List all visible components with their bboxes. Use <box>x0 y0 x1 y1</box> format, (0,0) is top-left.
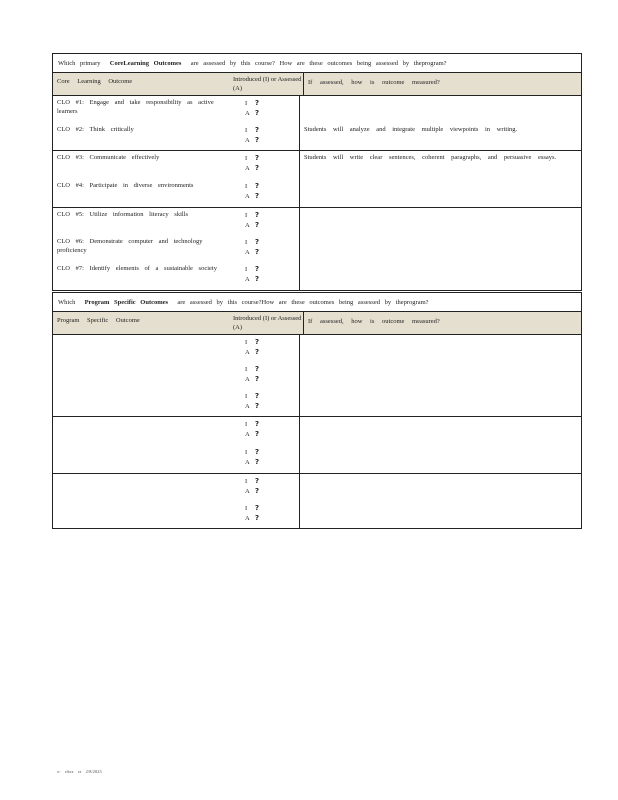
checkbox-icon[interactable]: ? <box>255 402 260 410</box>
clo-7-label: CLO #7: Identify elements of a sustainable society <box>57 265 217 272</box>
table2-group-1 <box>53 335 581 417</box>
measure-cell[interactable] <box>299 208 581 290</box>
ia-checkbox-group[interactable]: I ? A ? <box>245 265 260 283</box>
checkbox-icon[interactable]: ? <box>255 477 260 485</box>
list-item <box>53 151 299 179</box>
list-item <box>53 208 299 235</box>
question-bold: CoreLearning Outcomes <box>109 59 182 67</box>
clo-2-label: CLO #2: Think critically <box>57 126 134 133</box>
list-item <box>53 235 299 262</box>
measure-cell[interactable] <box>299 96 581 150</box>
checkbox-icon[interactable]: ? <box>255 487 260 495</box>
checkbox-icon[interactable]: ? <box>255 99 260 107</box>
header-outcome: Program Specific Outcome <box>57 317 140 324</box>
ia-checkbox-group[interactable]: I ? A ? <box>245 504 260 522</box>
checkbox-icon[interactable]: ? <box>255 248 260 256</box>
list-item <box>53 501 299 528</box>
checkbox-icon[interactable]: ? <box>255 109 260 117</box>
measure-text-clo-2: Students will analyze and integrate multiple viewpoints in writing. <box>304 126 518 133</box>
ia-checkbox-group[interactable]: I ? A ? <box>245 365 260 383</box>
program-specific-outcomes-table <box>52 292 582 529</box>
checkbox-icon[interactable]: ? <box>255 448 260 456</box>
measure-text-clo-3: Students will write clear sentences, coherent paragraphs, and persuasive essays. <box>304 154 557 161</box>
checkbox-icon[interactable]: ? <box>255 221 260 229</box>
measure-cell[interactable] <box>299 417 581 473</box>
table1-group-3 <box>53 208 581 290</box>
table2-group-2 <box>53 417 581 474</box>
ia-checkbox-group[interactable]: I ? A ? <box>245 211 260 229</box>
ia-checkbox-group[interactable]: I ? A ? <box>245 99 260 117</box>
checkbox-icon[interactable]: ? <box>255 338 260 346</box>
checkbox-icon[interactable]: ? <box>255 192 260 200</box>
table2-question <box>53 293 581 312</box>
header-outcome: Core Learning Outcome <box>57 78 133 85</box>
header-measured: If assessed, how is outcome measured? <box>303 73 581 95</box>
list-item <box>53 179 299 207</box>
ia-checkbox-group[interactable]: I ? A ? <box>245 126 260 144</box>
checkbox-icon[interactable]: ? <box>255 182 260 190</box>
ia-checkbox-group[interactable]: I ? A ? <box>245 477 260 495</box>
clo-5-label: CLO #5: Utilize information literacy skills <box>57 211 189 218</box>
table1-question <box>53 54 581 73</box>
clo-1-label: CLO #1: Engage and take responsibility as active learners <box>57 99 214 115</box>
question-post: are assessed by this course? How are these outcomes being assessed by theprogram? <box>190 59 447 67</box>
checkbox-icon[interactable]: ? <box>255 164 260 172</box>
measure-cell[interactable] <box>299 151 581 207</box>
clo-4-label: CLO #4: Participate in diverse environments <box>57 182 194 189</box>
checkbox-icon[interactable]: ? <box>255 238 260 246</box>
ia-checkbox-group[interactable]: I ? A ? <box>245 338 260 356</box>
clo-6-label: CLO #6: Demonstrate computer and technology proficiency <box>57 238 203 254</box>
list-item <box>53 262 299 290</box>
list-item <box>53 123 299 150</box>
checkbox-icon[interactable]: ? <box>255 275 260 283</box>
table2-header <box>53 312 581 335</box>
list-item <box>53 389 299 416</box>
measure-cell[interactable] <box>299 474 581 528</box>
ia-checkbox-group[interactable]: I ? A ? <box>245 448 260 466</box>
ia-checkbox-group[interactable]: I ? A ? <box>245 154 260 172</box>
checkbox-icon[interactable]: ? <box>255 458 260 466</box>
table1-group-2 <box>53 151 581 208</box>
checkbox-icon[interactable]: ? <box>255 136 260 144</box>
ia-checkbox-group[interactable]: I ? A ? <box>245 392 260 410</box>
table1-header <box>53 73 581 96</box>
ia-checkbox-group[interactable]: I ? A ? <box>245 182 260 200</box>
list-item <box>53 96 299 123</box>
ia-checkbox-group[interactable]: I ? A ? <box>245 420 260 438</box>
ia-checkbox-group[interactable]: I ? A ? <box>245 238 260 256</box>
checkbox-icon[interactable]: ? <box>255 392 260 400</box>
header-measured: If assessed, how is outcome measured? <box>303 312 581 334</box>
checkbox-icon[interactable]: ? <box>255 514 260 522</box>
checkbox-icon[interactable]: ? <box>255 430 260 438</box>
checkbox-icon[interactable]: ? <box>255 420 260 428</box>
list-item <box>53 474 299 501</box>
table1-group-1 <box>53 96 581 151</box>
checkbox-icon[interactable]: ? <box>255 154 260 162</box>
measure-cell[interactable] <box>299 335 581 416</box>
checkbox-icon[interactable]: ? <box>255 504 260 512</box>
clo-3-label: CLO #3: Communicate effectively <box>57 154 160 161</box>
list-item <box>53 417 299 445</box>
core-learning-outcomes-table <box>52 53 582 291</box>
checkbox-icon[interactable]: ? <box>255 375 260 383</box>
list-item <box>53 445 299 473</box>
question-bold: Program Specific Outcomes <box>84 298 169 306</box>
checkbox-icon[interactable]: ? <box>255 211 260 219</box>
checkbox-icon[interactable]: ? <box>255 265 260 273</box>
table2-group-3 <box>53 474 581 528</box>
question-pre: Which primary <box>58 59 101 67</box>
checkbox-icon[interactable]: ? <box>255 126 260 134</box>
question-post: are assessed by this course?How are these outcomes being assessed by theprogram? <box>177 298 429 306</box>
checkbox-icon[interactable]: ? <box>255 348 260 356</box>
list-item <box>53 362 299 389</box>
question-pre: Which <box>58 298 76 306</box>
header-introduced-assessed: Introduced (I) or Assessed (A) <box>233 315 302 331</box>
list-item <box>53 335 299 362</box>
checkbox-icon[interactable]: ? <box>255 365 260 373</box>
page-footer: x- rftxx rx 2/8/2023 <box>57 769 102 774</box>
header-introduced-assessed: Introduced (I) or Assessed (A) <box>233 76 302 92</box>
